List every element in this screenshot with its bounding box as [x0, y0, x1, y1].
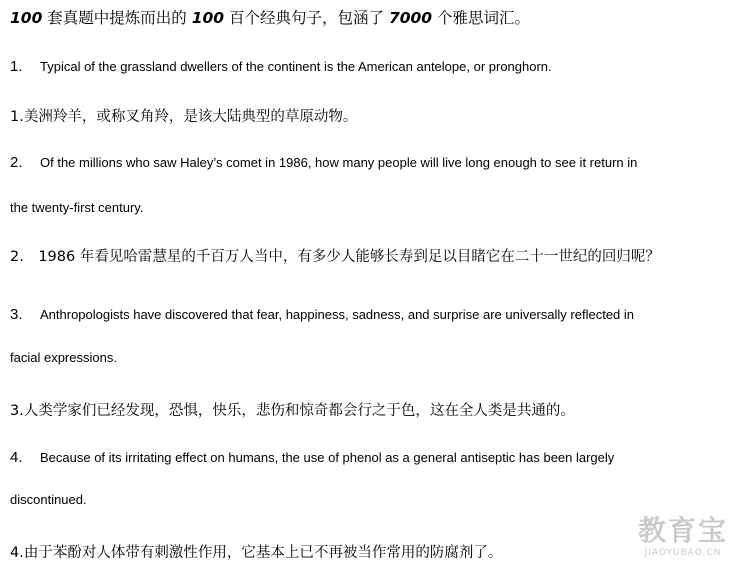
sentence-1-english-text: Typical of the grassland dwellers of the continent is the American antelope, or pronghorn. — [40, 59, 552, 74]
title-number-3: 7000 — [388, 9, 433, 27]
watermark-logo — [627, 515, 739, 563]
sentence-3-english-text: Anthropologists have discovered that fear, happiness, sadness, and surprise are universally reflected in — [40, 307, 635, 322]
sentence-2-english-continued: the twenty-first century. — [10, 200, 144, 215]
title-number-1: 100 — [10, 9, 43, 27]
title-text-3: 个雅思词汇。 — [432, 9, 531, 27]
document-title — [10, 6, 739, 28]
sentence-2-english — [10, 154, 739, 171]
title-text-2: 百个经典句子，包涵了 — [224, 9, 389, 27]
watermark-sub-text: JIAOYUBAO.CN — [644, 548, 722, 558]
title-text-1: 套真题中提炼而出的 — [42, 9, 192, 27]
sentence-4-english-text: Because of its irritating effect on humans, the use of phenol as a general antiseptic has been largely — [40, 450, 615, 465]
sentence-3-english — [10, 306, 739, 323]
sentence-1-chinese: 1.美洲羚羊，或称叉角羚，是该大陆典型的草原动物。 — [10, 109, 358, 125]
sentence-2-number: 2. — [10, 154, 23, 171]
sentence-3-english-continued: facial expressions. — [10, 350, 117, 365]
sentence-4-number: 4. — [10, 449, 23, 466]
sentence-3-chinese: 3.人类学家们已经发现，恐惧，快乐，悲伤和惊奇都会行之于色，这在全人类是共通的。 — [10, 403, 575, 419]
sentence-4-chinese: 4.由于苯酚对人体带有刺激性作用，它基本上已不再被当作常用的防腐剂了。 — [10, 545, 503, 561]
sentence-2-chinese: 2. 1986 年看见哈雷慧星的千百万人当中，有多少人能够长寿到足以目睹它在二十一世纪的回归呢？ — [10, 249, 660, 265]
sentence-1-english — [10, 58, 739, 75]
sentence-4-english — [10, 449, 739, 466]
sentence-2-english-text: Of the millions who saw Haley’s comet in 1986, how many people will live long enough to see it return in — [40, 155, 638, 170]
sentence-4-english-continued: discontinued. — [10, 492, 87, 507]
watermark-main-text: 教育宝 — [637, 514, 728, 547]
sentence-1-number: 1. — [10, 58, 23, 75]
title-number-2: 100 — [191, 9, 225, 27]
sentence-3-number: 3. — [10, 306, 23, 323]
